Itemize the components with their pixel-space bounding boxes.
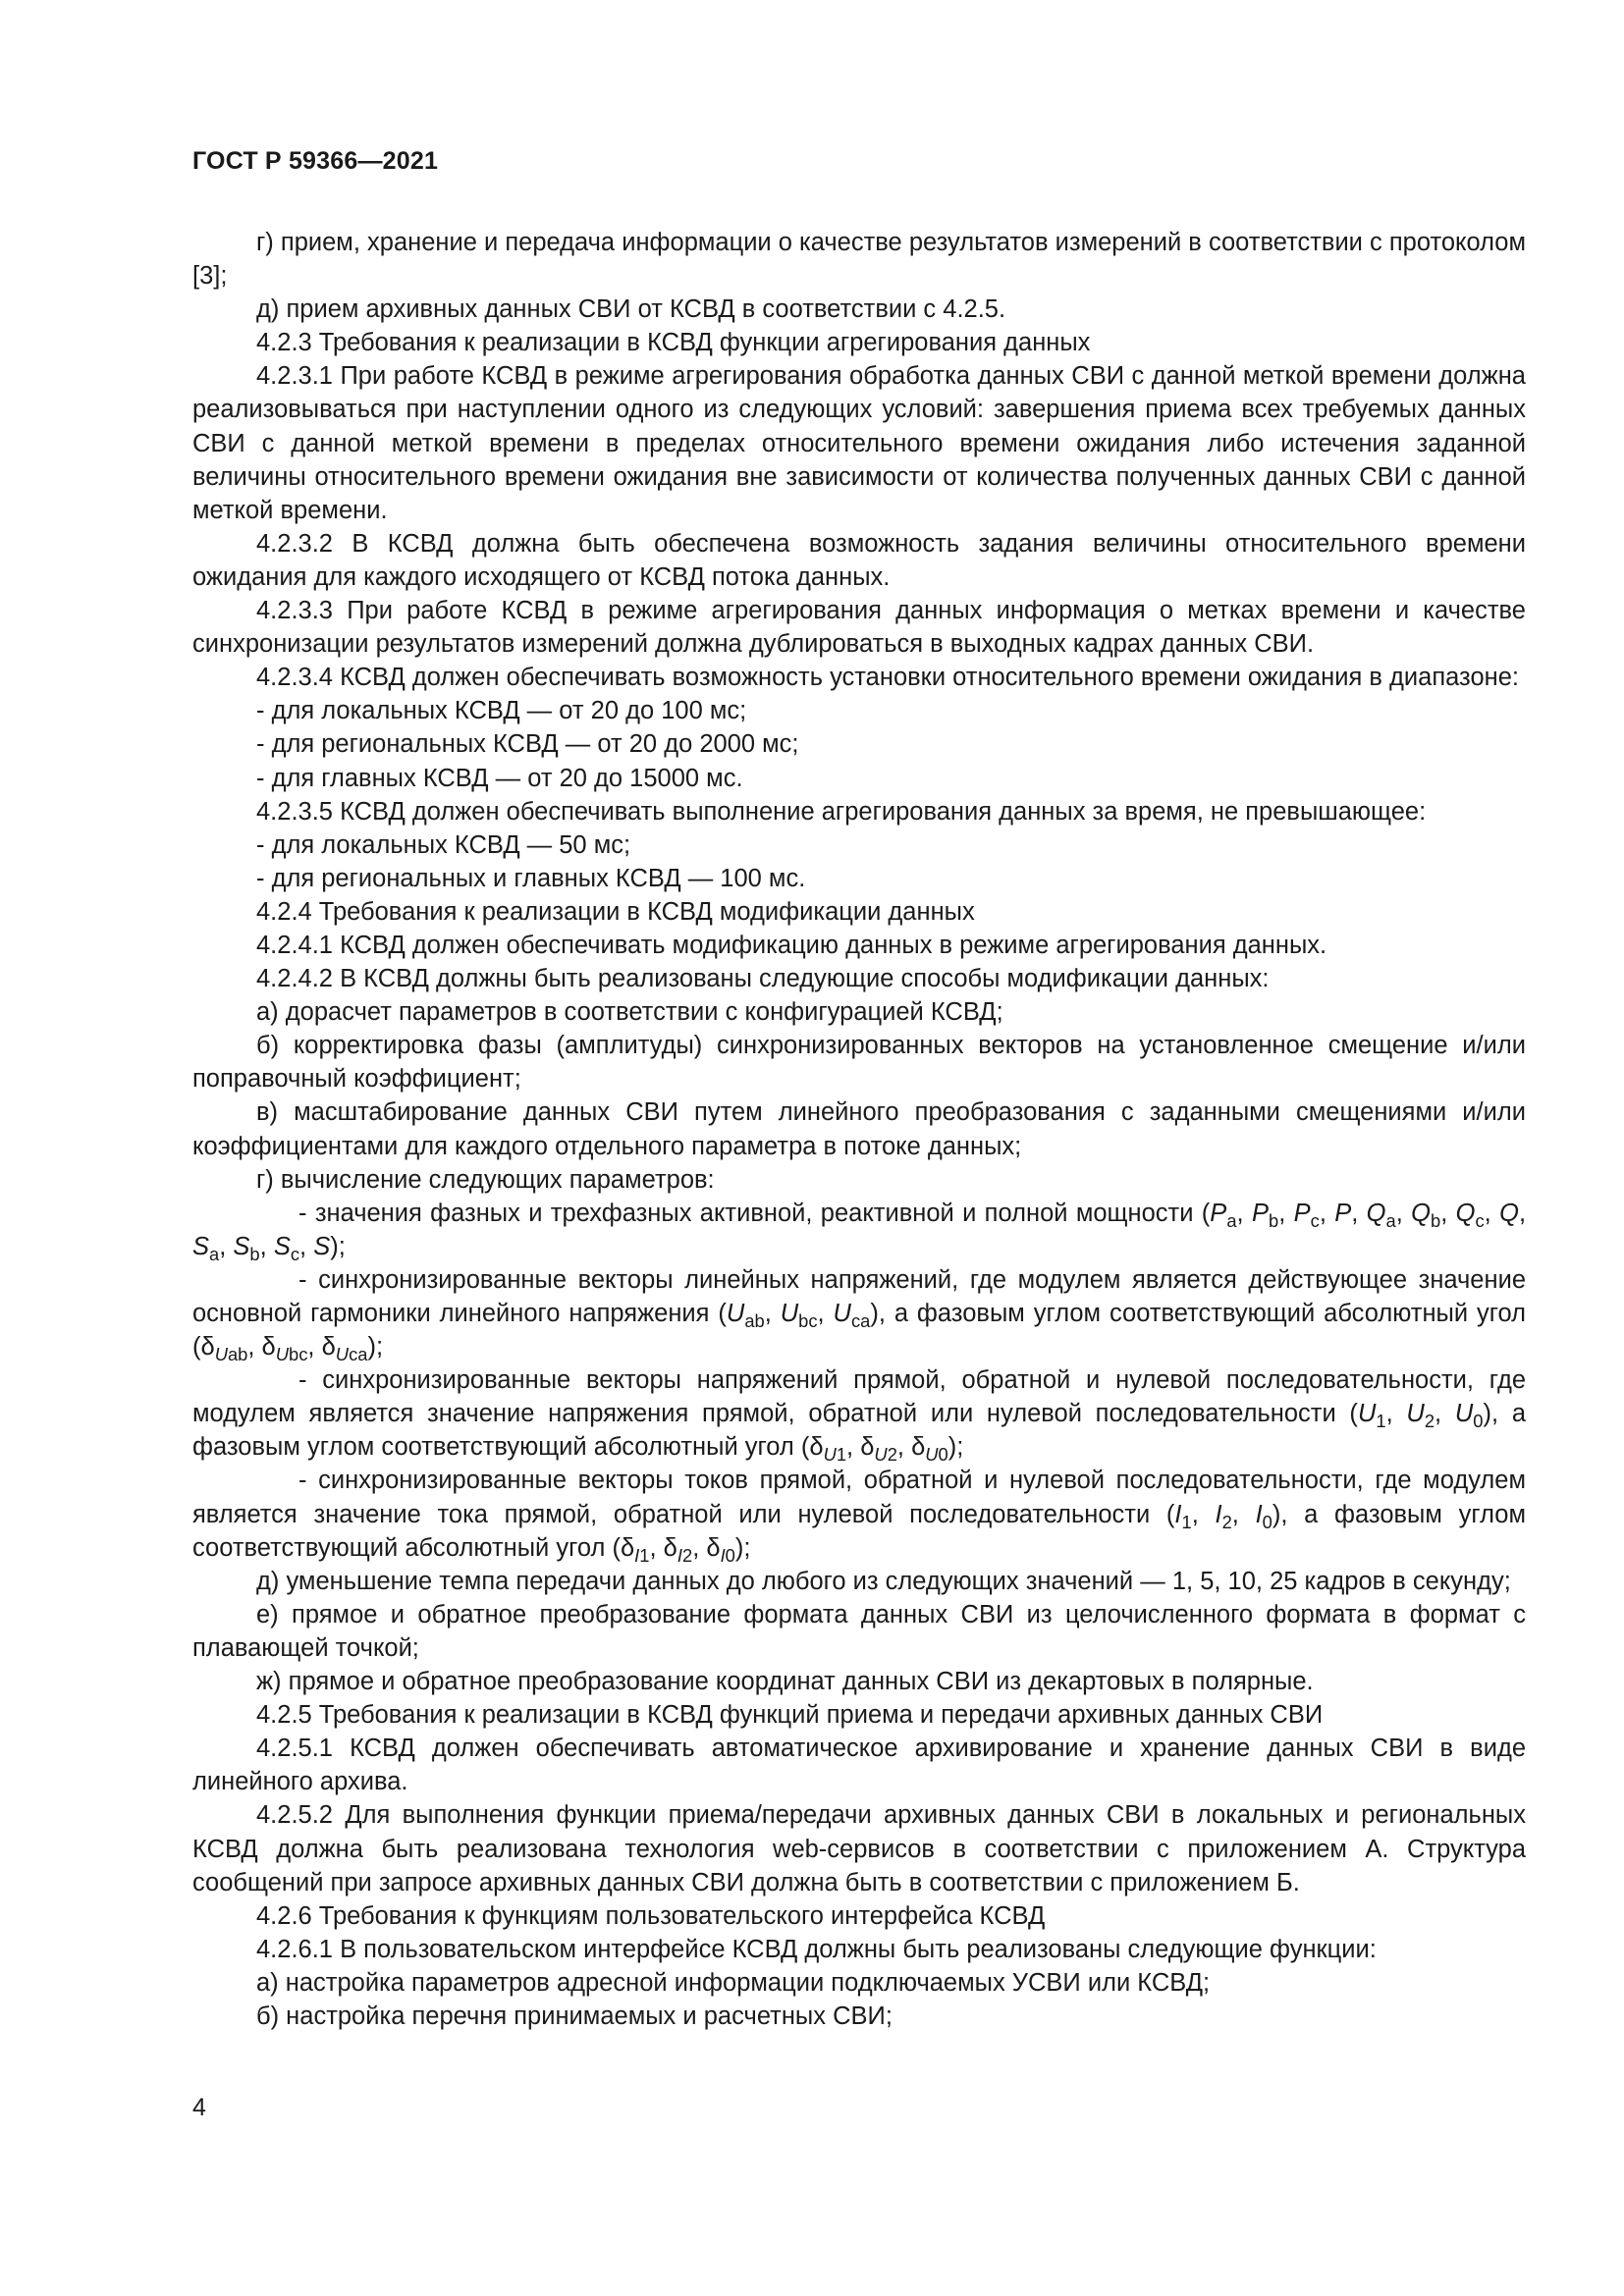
- formula-paragraph: - синхронизированные векторы токов прямой, обратной и нулевой последовательности, где модулем является значение тока прямой, обратной или нулевой последовательности ($I_1$, $I_2$, $I_0$), а фазовым углом соответствующий абсолютный угол ($\delta_{I1}$, $\delta_{I2}$, $\delta_{I0}$);: [192, 1467, 1526, 1566]
- paragraph: 4.2.3.3 При работе КСВД в режиме агрегирования данных информация о метках времени и качестве синхронизации результатов измерений должна дублироваться в выходных кадрах данных СВИ.: [192, 597, 1526, 659]
- paragraph-text: - синхронизированные векторы напряжений прямой, обратной и нулевой последовательности, где модулем является значение напряжения прямой, обратной или нулевой последовательности (: [192, 1366, 1526, 1428]
- list-item: в) масштабирование данных СВИ путем линейного преобразования с заданными смещениями и/или коэффициентами для каждого отдельного параметра в потоке данных;: [192, 1098, 1526, 1160]
- paragraph-text: - синхронизированные векторы токов прямой, обратной и нулевой последовательности, где модулем является значение тока прямой, обратной или нулевой последовательности (: [192, 1467, 1526, 1528]
- list-item: - для региональных КСВД — от 20 до 2000 мс;: [256, 730, 799, 759]
- document-header: ГОСТ Р 59366—2021: [192, 147, 439, 175]
- list-item: е) прямое и обратное преобразование формата данных СВИ из целочисленного формата в формат с плавающей точкой;: [192, 1600, 1526, 1662]
- list-item: - для главных КСВД — от 20 до 15000 мс.: [256, 764, 743, 792]
- paragraph: 4.2.4.2 В КСВД должны быть реализованы следующие способы модификации данных:: [256, 965, 1270, 993]
- list-item: а) дорасчет параметров в соответствии с конфигурацией КСВД;: [256, 998, 1003, 1027]
- paragraph: 4.2.3.5 КСВД должен обеспечивать выполнение агрегирования данных за время, не превышающее:: [256, 797, 1427, 826]
- page-number: 4: [192, 2094, 206, 2121]
- list-item: - для региональных и главных КСВД — 100 мс.: [256, 864, 806, 892]
- section-heading: 4.2.6 Требования к функциям пользовательского интерфейса КСВД: [256, 1901, 1046, 1930]
- section-heading: 4.2.5 Требования к реализации в КСВД функций приема и передачи архивных данных СВИ: [256, 1701, 1324, 1730]
- paragraph: 4.2.5.1 КСВД должен обеспечивать автоматическое архивирование и хранение данных СВИ в виде линейного архива.: [192, 1735, 1526, 1796]
- paragraph: 4.2.6.1 В пользовательском интерфейсе КСВД должны быть реализованы следующие функции:: [256, 1935, 1377, 1963]
- list-item: ж) прямое и обратное преобразование координат данных СВИ из декартовых в полярные.: [256, 1668, 1314, 1696]
- list-item: д) уменьшение темпа передачи данных до любого из следующих значений — 1, 5, 10, 25 кадров в секунду;: [256, 1567, 1511, 1595]
- paragraph: г) прием, хранение и передача информации о качестве результатов измерений в соответствии с протоколом [3];: [192, 229, 1526, 291]
- list-item: - для локальных КСВД — от 20 до 100 мс;: [256, 697, 747, 725]
- formula-paragraph: - синхронизированные векторы линейных напряжений, где модулем является действующее значение основной гармоники линейного напряжения ($U_{ab}$, $U_{bc}$, $U_{ca}$), а фазовым углом соответствующий абсолютный угол ($\delta_{Uab}$, $\delta_{Ubc}$, $\delta_{Uca}$);: [192, 1265, 1526, 1364]
- paragraph: 4.2.3.1 При работе КСВД в режиме агрегирования обработка данных СВИ с данной меткой времени должна реализовываться при наступлении одного из следующих условий: завершения приема всех требуемых данных СВИ с данной меткой времени в пределах относительного времени ожидания либо истечения заданной величины относительного времени ожидания вне зависимости от количества полученных данных СВИ с данной меткой времени.: [192, 362, 1526, 524]
- paragraph: 4.2.4.1 КСВД должен обеспечивать модификацию данных в режиме агрегирования данных.: [256, 931, 1327, 959]
- section-heading: 4.2.3 Требования к реализации в КСВД функции агрегирования данных: [256, 329, 1091, 357]
- paragraph-text: - значения фазных и трехфазных активной, реактивной и полной мощности (: [298, 1199, 1211, 1227]
- list-item: г) вычисление следующих параметров:: [256, 1165, 715, 1194]
- list-item: б) настройка перечня принимаемых и расчетных СВИ;: [256, 2002, 893, 2030]
- paragraph: 4.2.3.2 В КСВД должна быть обеспечена возможность задания величины относительного времени ожидания для каждого исходящего от КСВД потока данных.: [192, 529, 1526, 591]
- list-item: а) настройка параметров адресной информации подключаемых УСВИ или КСВД;: [256, 1968, 1211, 1997]
- section-heading: 4.2.4 Требования к реализации в КСВД модификации данных: [256, 897, 975, 926]
- list-item: б) корректировка фазы (амплитуды) синхронизированных векторов на установленное смещение и/или поправочный коэффициент;: [192, 1032, 1526, 1094]
- document-body: [192, 226, 1526, 2033]
- paragraph-text: ), а фазовым углом соответствующий абсолютный угол (: [192, 1500, 1526, 1562]
- formula-paragraph: - значения фазных и трехфазных активной, реактивной и полной мощности ($P_a$, $P_b$, $P_c$, P, $Q_a$, $Q_b$, $Q_c$, Q, $S_a$, $S_b$, $S_c$, S);: [192, 1199, 1527, 1264]
- paragraph-text: - синхронизированные векторы линейных напряжений, где модулем является действующее значение основной гармоники линейного напряжения (: [192, 1265, 1526, 1327]
- formula-paragraph: - синхронизированные векторы напряжений прямой, обратной и нулевой последовательности, где модулем является значение напряжения прямой, обратной или нулевой последовательности ($U_1$, $U_2$, $U_0$), а фазовым углом соответствующий абсолютный угол ($\delta_{U1}$, $\delta_{U2}$, $\delta_{U0}$);: [192, 1366, 1527, 1466]
- paragraph-text: ), а фазовым углом соответствующий абсолютный угол (: [192, 1300, 1526, 1362]
- list-item: - для локальных КСВД — 50 мс;: [256, 830, 631, 859]
- paragraph: д) прием архивных данных СВИ от КСВД в соответствии с 4.2.5.: [256, 295, 1006, 324]
- paragraph: 4.2.3.4 КСВД должен обеспечивать возможность установки относительного времени ожидания в диапазоне:: [256, 664, 1519, 692]
- paragraph-text: ), а фазовым углом соответствующий абсолютный угол (: [192, 1400, 1527, 1462]
- paragraph: 4.2.5.2 Для выполнения функции приема/передачи архивных данных СВИ в локальных и региональных КСВД должна быть реализована технология web-сервисов в соответствии с приложением А. Структура сообщений при запросе архивных данных СВИ должна быть в соответствии с приложением Б.: [192, 1801, 1526, 1896]
